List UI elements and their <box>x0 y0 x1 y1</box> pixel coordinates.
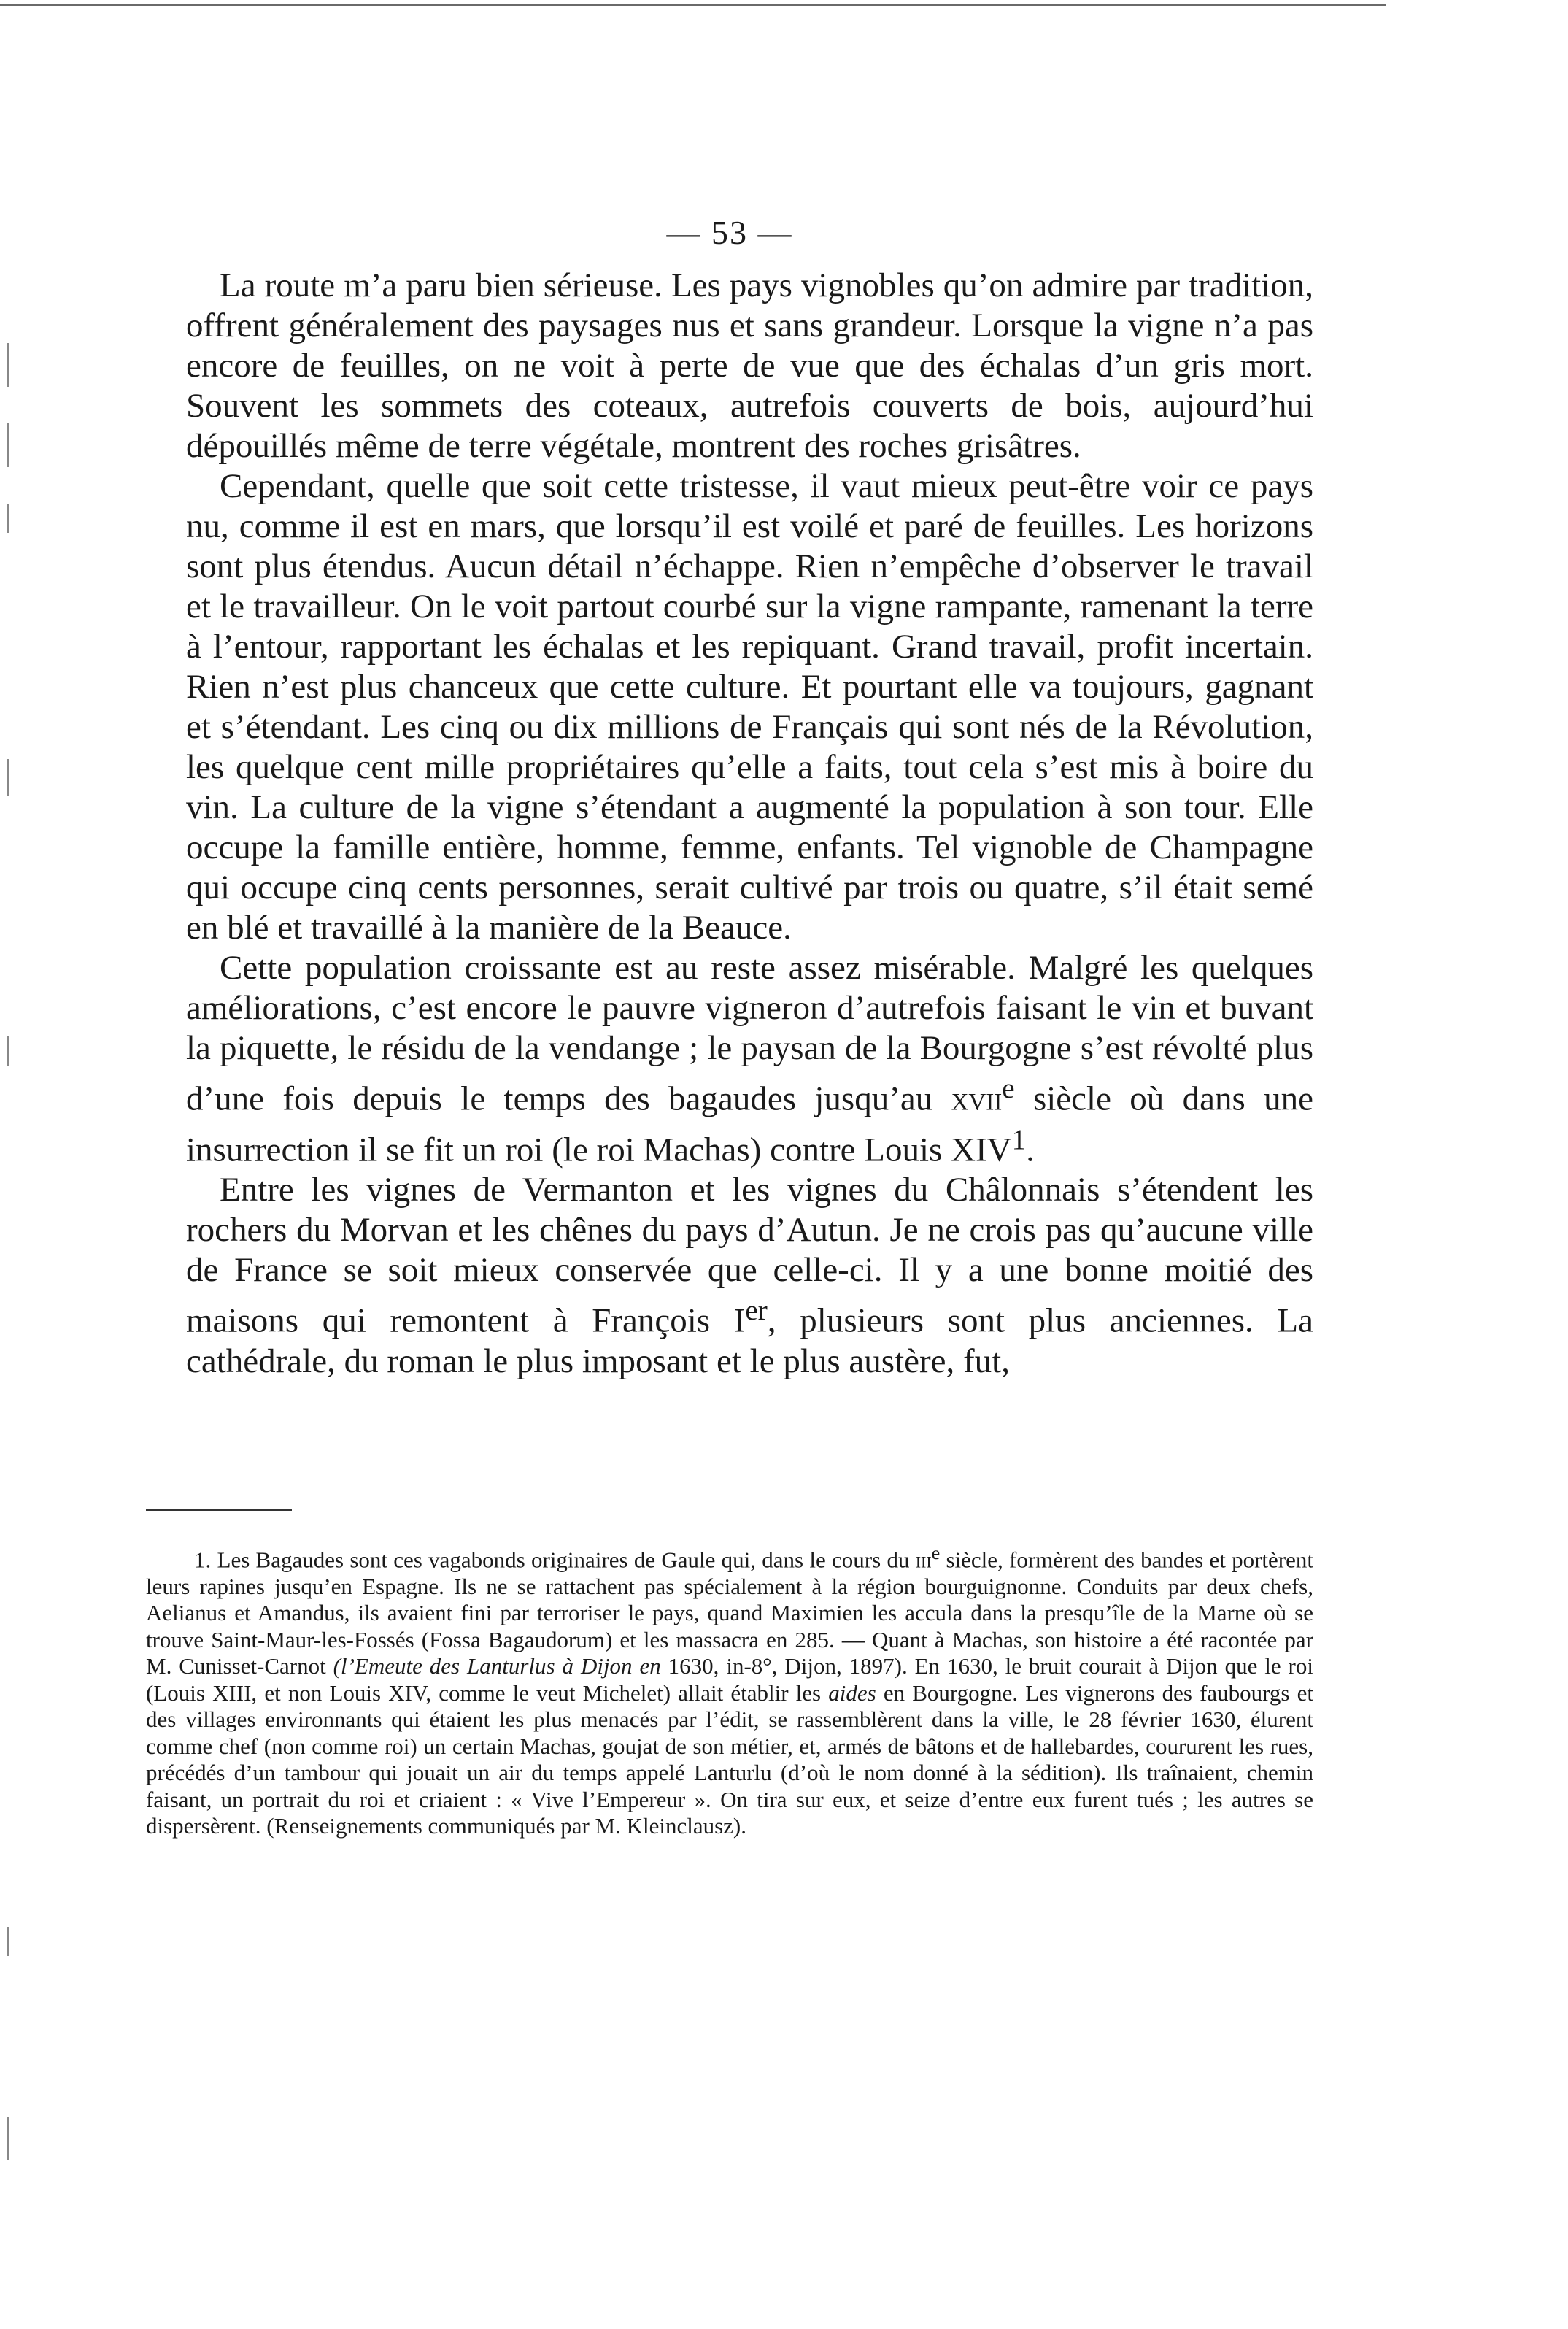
century-numeral: iii <box>915 1547 932 1573</box>
margin-mark <box>7 759 9 796</box>
superscript: e <box>931 1542 941 1563</box>
footnote-text: en Bourgogne. Les vignerons des faubourgs et des villages environnants qui étaient les plus menacés par l’édit, se rassemblèrent dans la ville, le 28 février 1630, élurent comme chef (non comme roi) un certain Machas, goujat de son métier, et, armés de bâtons et de hallebardes, coururent les rues, précédés d’un tambour qui jouait un air du temps appelé Lanturlu (d’où le nom donné à la sédition). Ils traînaient, chemin faisant, un portrait du roi et criaient : « Vive l’Empereur ». On tira sur eux, et seize d’entre eux furent tués ; les autres se dispersèrent. (Renseignements communiqués par M. Kleinclausz). <box>146 1679 1313 1839</box>
footnote-marker: 1. <box>194 1547 212 1573</box>
paragraph: La route m’a paru bien sérieuse. Les pays vignobles qu’on admire par tradition, offrent généralement des paysages nus et sans grandeur. Lorsque la vigne n’a pas encore de feuilles, on ne voit à perte de vue que des échalas d’un gris mort. Souvent les sommets des coteaux, autrefois couverts de bois, aujourd’hui dépouillés même de terre végétale, montrent des roches grisâtres. <box>186 266 1313 465</box>
main-text <box>186 266 1313 1382</box>
margin-mark <box>7 1927 9 1956</box>
footnote-text: 1630, in-8°, Dijon, 1897). En 1630, le bruit courait à Dijon que le roi (Louis XIII, et non Louis XIV, comme le veut Michelet) allait établir les <box>146 1653 1313 1706</box>
footnote <box>146 1540 1313 1840</box>
margin-mark <box>7 423 9 467</box>
paragraph-text: siècle où dans une insurrection il se fit un roi (le roi Machas) contre Louis XIV <box>186 1079 1313 1169</box>
margin-mark <box>7 343 9 387</box>
paragraph: Cependant, quelle que soit cette tristesse, il vaut mieux peut-être voir ce pays nu, comme il est en mars, que lorsqu’il est voilé et paré de feuilles. Les horizons sont plus étendus. Aucun détail n’échappe. Rien n’empêche d’observer le travail et le travailleur. On le voit partout courbé sur la vigne rampante, ramenant la terre à l’entour, rapportant les échalas et les repiquant. Grand travail, profit incertain. Rien n’est plus chanceux que cette culture. Et pourtant elle va toujours, gagnant et s’étendant. Les cinq ou dix millions de Français qui sont nés de la Révolution, les quelque cent mille propriétaires qu’elle a faits, tout cela s’est mis à boire du vin. La culture de la vigne s’étendant a augmenté la population à son tour. Elle occupe la famille entière, homme, femme, enfants. Tel vignoble de Champagne qui occupe cinq cents personnes, serait cultivé par trois ou quatre, s’il était semé en blé et travaillé à la manière de la Beauce. <box>186 467 1313 947</box>
paragraph-text: . <box>1026 1131 1035 1169</box>
paragraph-text: , plusieurs sont plus anciennes. La cathédrale, du roman le plus imposant et le plus austère, fut, <box>186 1301 1313 1380</box>
margin-mark <box>7 1036 9 1066</box>
book-title: (l’Emeute des Lanturlus à Dijon en <box>333 1653 661 1679</box>
italic-term: aides <box>828 1679 876 1706</box>
top-border-line <box>0 4 1386 6</box>
century-numeral: xvii <box>951 1079 1003 1118</box>
footnote-separator <box>146 1509 292 1511</box>
footnotes <box>146 1540 1313 1840</box>
margin-mark <box>7 2117 9 2160</box>
footnote-text: siècle, formèrent des bandes et portèrent leurs rapines jusqu’en Espagne. Ils ne se rattachent pas spécialement à la région bourguignonne. Conduits par deux chefs, Aelianus et Amandus, ils avaient fini par terroriser le pays, quand Maximien les accula dans la presqu’île de la Marne où se trouve Saint-Maur-les-Fossés (Fossa Bagaudorum) et les massacra en 285. — Quant à Machas, son histoire a été racontée par M. Cunisset-Carnot <box>146 1547 1313 1679</box>
page-number: — 53 — <box>666 214 793 251</box>
paragraph-text: Entre les vignes de Vermanton et les vignes du Châlonnais s’étendent les rochers du Morvan et les chênes du pays d’Autun. Je ne crois pas qu’aucune ville de France se soit mieux conservée que celle-ci. Il y a une bonne moitié des maisons qui remontent à François I <box>186 1171 1313 1340</box>
footnote-text: Les Bagaudes sont ces vagabonds originaires de Gaule qui, dans le cours du <box>211 1547 916 1573</box>
footnote-reference[interactable]: 1 <box>1011 1123 1027 1155</box>
margin-mark <box>7 504 9 533</box>
paragraph-text: Cette population croissante est au reste assez misérable. Malgré les quelques améliorations, c’est encore le pauvre vigneron d’autrefois faisant le vin et buvant la piquette, le résidu de la vendange ; le paysan de la Bourgogne s’est révolté plus d’une fois depuis le temps des bagaudes jusqu’au <box>186 949 1313 1118</box>
superscript: er <box>745 1295 768 1327</box>
superscript: e <box>1002 1073 1015 1104</box>
paragraph <box>186 1170 1313 1382</box>
paragraph <box>186 948 1313 1170</box>
